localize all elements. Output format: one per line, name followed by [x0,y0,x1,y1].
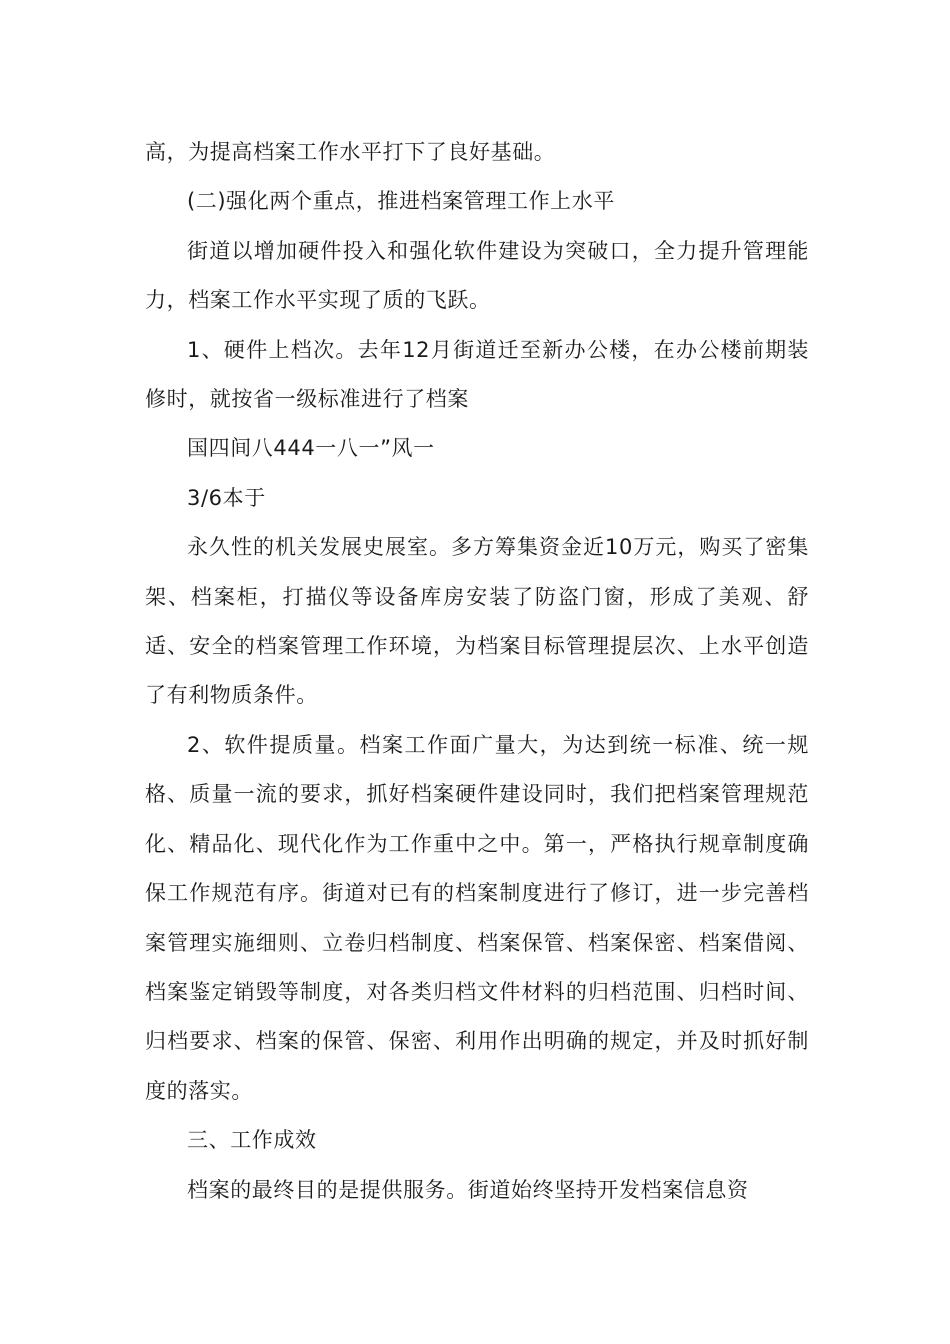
document-body [145,128,809,1215]
paragraph-breakthrough: 街道以增加硬件投入和强化软件建设为突破口，全力提升管理能力，档案工作水平实现了质的飞跃。 [145,238,809,313]
section-heading-results: 三、工作成效 [187,1128,317,1153]
paragraph-garbled-line: 国四间八444一八一”风一 [187,436,435,461]
paragraph-software: 2、软件提质量。档案工作面广量大，为达到统一标准、统一规格、质量一流的要求，抓好档案硬件建设同时，我们把档案管理规范化、精品化、现代化作为工作重中之中。第一，严格执行规章制度确保工作规范有序。街道对已有的档案制度进行了修订，进一步完善档案管理实施细则、立卷归档制度、档案保管、档案保密、档案借阅、档案鉴定销毁等制度，对各类归档文件材料的归档范围、归档时间、归档要求、档案的保管、保密、利用作出明确的规定，并及时抓好制度的落实。 [145,732,809,1103]
paragraph-service: 档案的最终目的是提供服务。街道始终坚持开发档案信息资 [187,1177,749,1202]
paragraph-continuation: 高，为提高档案工作水平打下了良好基础。 [145,140,556,164]
section-heading-two-focus: (二)强化两个重点，推进档案管理工作上水平 [187,189,615,214]
page-marker: 3/6本于 [187,485,266,510]
paragraph-exhibition-room: 永久性的机关发展史展室。多方筹集资金近10万元，购买了密集架、档案柜，打描仪等设备库房安装了防盗门窗，形成了美观、舒适、安全的档案管理工作环境，为档案目标管理提层次、上水平创造了有利物质条件。 [145,535,809,708]
paragraph-hardware: 1、硬件上档次。去年12月街道迁至新办公楼，在办公楼前期装修时，就按省一级标准进行了档案 [145,337,809,412]
